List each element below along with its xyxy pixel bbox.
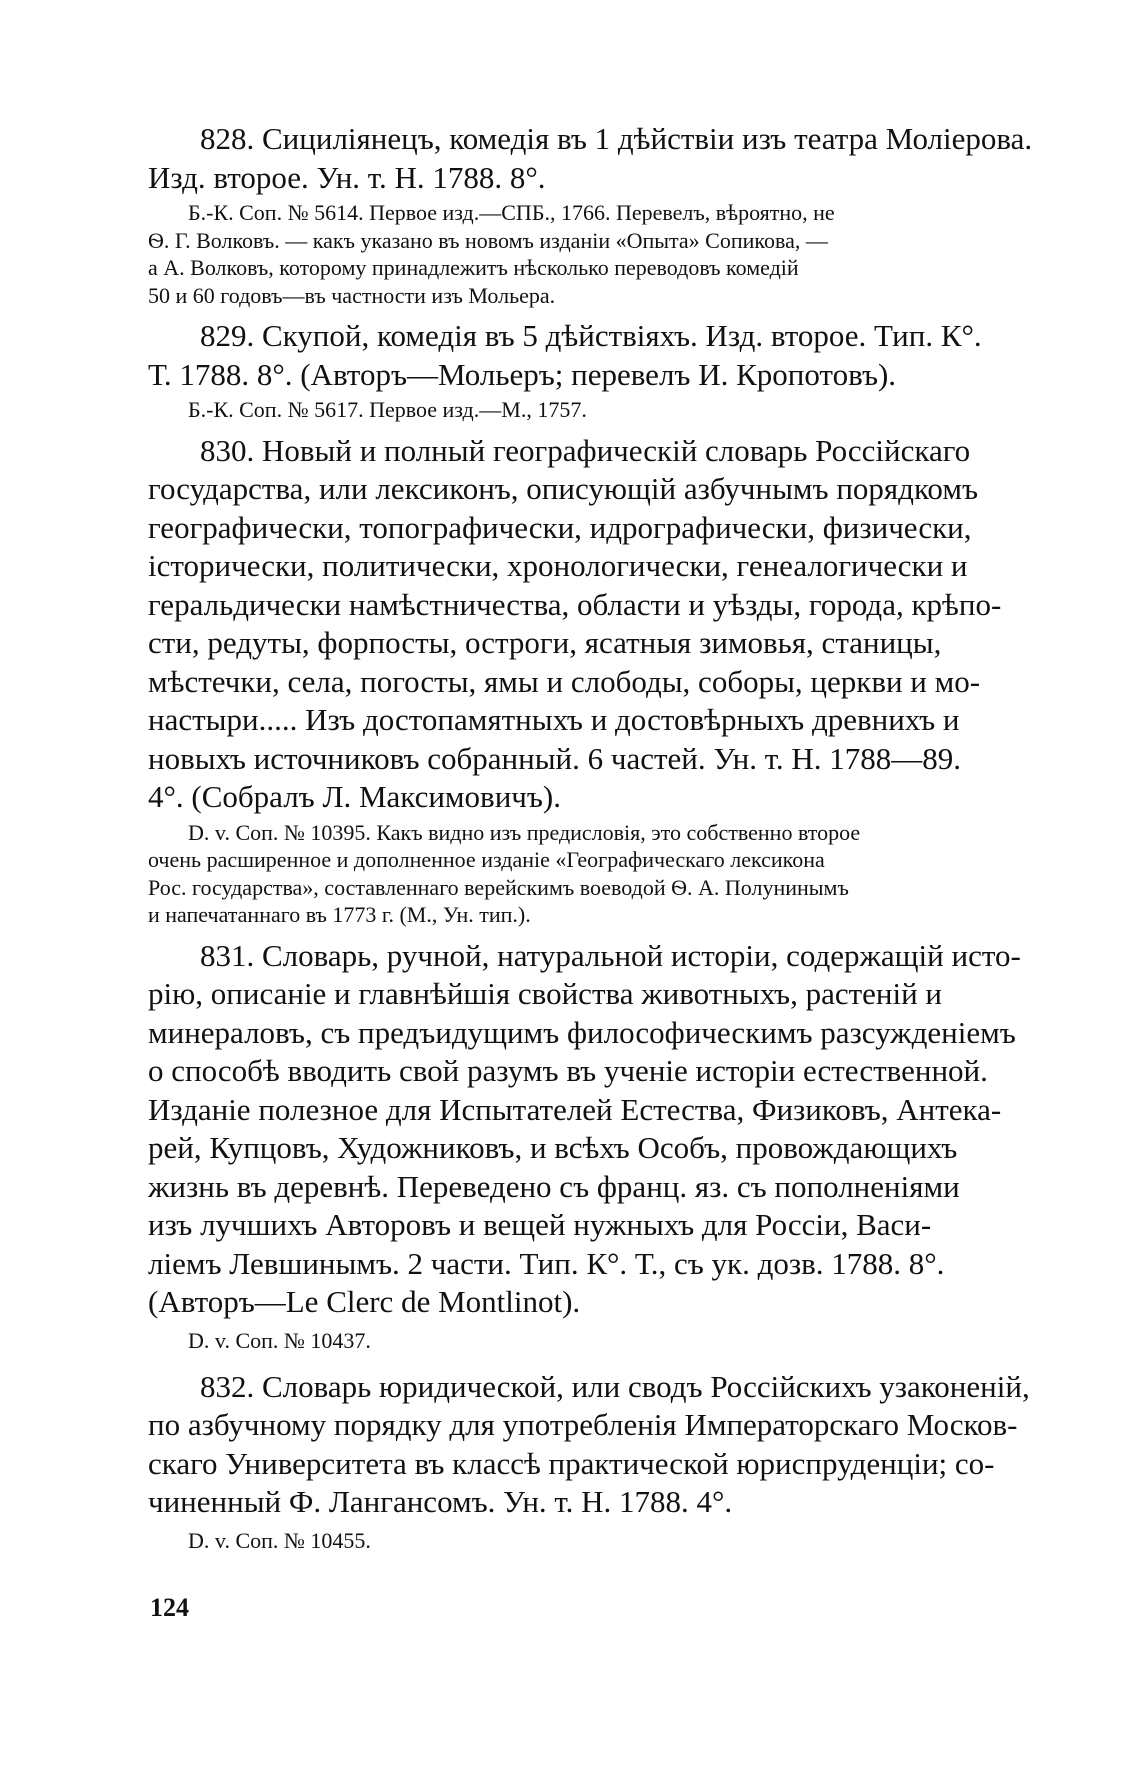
entry-830 <box>148 432 1068 929</box>
entry-832 <box>148 1368 1068 1556</box>
entry-line: минераловъ, съ предъидущимъ философическимъ разсужденiемъ <box>148 1014 1016 1050</box>
entry-line: чиненный Ф. Лангансомъ. Ун. т. Н. 1788. 4°. <box>148 1484 733 1519</box>
page-number: 124 <box>150 1593 189 1622</box>
entry-line: по азбучному порядку для употребленiя Императорскаго Москов- <box>148 1407 1018 1442</box>
entry-line: Изданiе полезное для Испытателей Естества, Физиковъ, Антека- <box>148 1091 1002 1127</box>
note-line: Ѳ. Г. Волковъ. — какъ указано въ новомъ изданiи «Опыта» Сопикова, — <box>148 227 828 253</box>
entry-line: (Авторъ—Le Clerc de Montlinot). <box>148 1284 581 1319</box>
note-line: а А. Волковъ, которому принадлежитъ нѣсколько переводовъ комедiй <box>148 255 799 280</box>
entry-title <box>148 937 1068 1322</box>
entry-line: настыри..... Изъ достопамятныхъ и достовѣрныхъ древнихъ и <box>148 702 960 737</box>
entry-number: 831. <box>200 937 255 973</box>
entry-line: 4°. (Собралъ Л. Максимовичъ). <box>148 779 561 814</box>
entry-line: Изд. второе. Ун. т. Н. 1788. 8°. <box>148 159 546 195</box>
entry-note <box>148 819 1068 929</box>
entry-line: Т. 1788. 8°. (Авторъ—Мольеръ; перевелъ И. Кропотовъ). <box>148 356 897 392</box>
entry-line: 828. Сицилiянецъ, комедiя въ 1 дѣйствiи изъ театра Молiерова. <box>200 121 1033 156</box>
entry-line: рiю, описанiе и главнѣйшiя свойства животныхъ, растенiй и <box>148 976 943 1011</box>
note-line: Б.-К. Соп. № 5617. Первое изд.—М., 1757. <box>188 397 587 422</box>
entry-line: жизнь въ деревнѣ. Переведено съ франц. яз. съ пополненiями <box>148 1168 960 1204</box>
bibliographic-reference: D. v. Соп. № 10455. <box>188 1527 371 1553</box>
entry-title <box>148 120 1068 197</box>
page-body <box>148 120 1068 1568</box>
entry-line: геральдически намѣстничества, области и уѣзды, города, крѣпо- <box>148 586 1002 622</box>
entry-line: о способѣ вводить свой разумъ въ ученiе исторiи естественной. <box>148 1053 988 1088</box>
entry-line: 832. Словарь юридической, или сводъ Россiйскихъ узаконенiй, <box>200 1368 1030 1404</box>
entry-831 <box>148 937 1068 1356</box>
entry-line: 831. Словарь, ручной, натуральной исторiи, содержащiй исто- <box>200 937 1021 973</box>
entry-number: 829. <box>200 318 255 353</box>
entry-title <box>148 432 1068 817</box>
entry-line: изъ лучшихъ Авторовъ и вещей нужныхъ для Россiи, Васи- <box>148 1207 932 1242</box>
entry-line: новыхъ источниковъ собранный. 6 частей. Ун. т. Н. 1788—89. <box>148 740 962 776</box>
note-line: 50 и 60 годовъ—въ частности изъ Мольера. <box>148 282 556 308</box>
entry-line: 829. Скупой, комедiя въ 5 дѣйствiяхъ. Изд. второе. Тип. К°. <box>200 318 982 353</box>
entry-line: лiемъ Левшинымъ. 2 части. Тип. К°. Т., съ ук. дозв. 1788. 8°. <box>148 1245 945 1281</box>
entry-number: 828. <box>200 121 255 156</box>
note-line: Рос. государства», составленнаго верейскимъ воеводой Ѳ. А. Полунинымъ <box>148 874 849 900</box>
bibliographic-reference: D. v. Соп. № 10437. <box>188 1327 371 1353</box>
entry-line: географически, топографически, идрографически, физически, <box>148 509 972 545</box>
entry-number: 830. <box>200 432 255 468</box>
note-line: и напечатаннаго въ 1773 г. (М., Ун. тип.). <box>148 902 531 927</box>
note-line: очень расширенное и дополненное изданiе «Географическаго лексикона <box>148 847 825 872</box>
entry-number: 832. <box>200 1368 255 1404</box>
entry-829 <box>148 317 1068 424</box>
note-line: Б.-К. Соп. № 5614. Первое изд.—СПБ., 1766. Перевелъ, вѣроятно, не <box>188 200 835 225</box>
note-line: D. v. Соп. № 10395. Какъ видно изъ предисловiя, это собственно второе <box>188 819 861 845</box>
entry-line: скаго Университета въ классѣ практической юриспруденцiи; со- <box>148 1445 995 1481</box>
entry-title <box>148 317 1068 394</box>
entry-note <box>148 199 1068 309</box>
entry-title <box>148 1368 1068 1522</box>
entry-line: рей, Купцовъ, Художниковъ, и всѣхъ Особъ, провождающихъ <box>148 1130 958 1165</box>
entry-line: iсторически, политически, хронологически, генеалогически и <box>148 548 968 583</box>
entry-line: 830. Новый и полный географическiй словарь Россiйскаго <box>200 432 971 468</box>
entry-line: мѣстечки, села, погосты, ямы и слободы, соборы, церкви и мо- <box>148 663 981 699</box>
entry-line: сти, редуты, форпосты, остроги, ясатныя зимовья, станицы, <box>148 625 942 660</box>
entry-828 <box>148 120 1068 309</box>
entry-note <box>148 396 1068 424</box>
entry-line: государства, или лексиконъ, описующiй азбучнымъ порядкомъ <box>148 471 978 506</box>
